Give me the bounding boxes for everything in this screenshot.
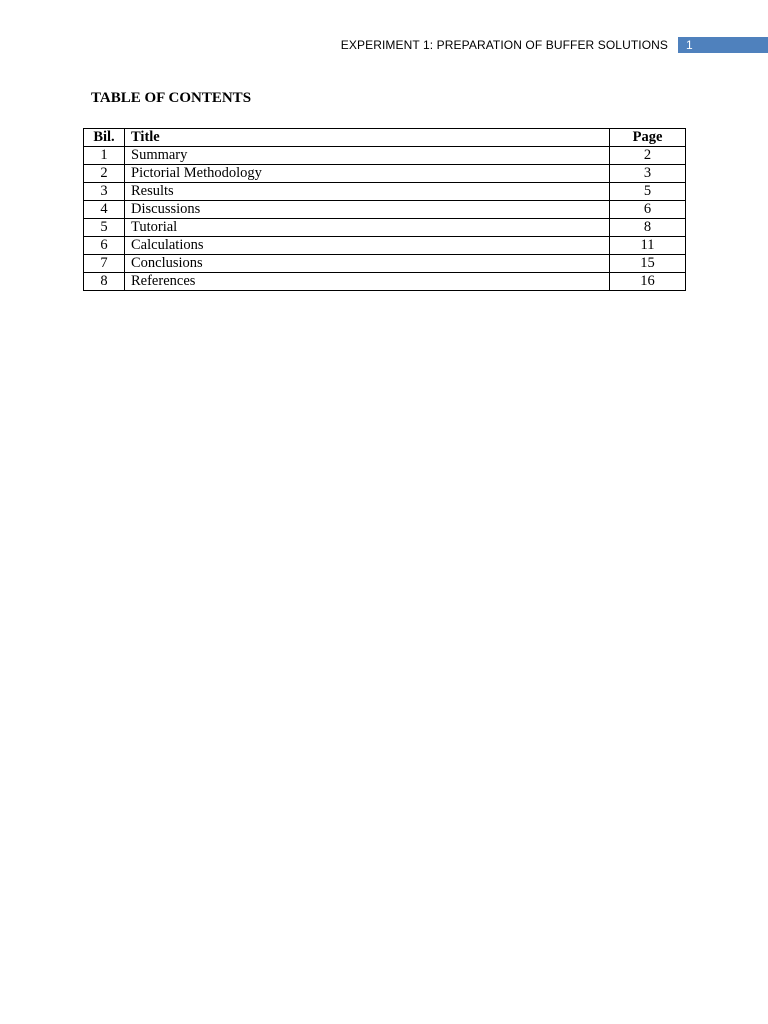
row-bil: 6 — [84, 237, 125, 255]
header-title: EXPERIMENT 1: PREPARATION OF BUFFER SOLUTIONS — [340, 38, 668, 52]
row-bil: 7 — [84, 255, 125, 273]
table-row — [84, 237, 686, 255]
toc-table — [83, 128, 686, 291]
row-page: 3 — [610, 165, 686, 183]
row-title: Results — [125, 183, 610, 201]
toc-header-row — [84, 129, 686, 147]
row-title: Summary — [125, 147, 610, 165]
table-row — [84, 255, 686, 273]
row-page: 6 — [610, 201, 686, 219]
table-row — [84, 201, 686, 219]
toc-heading: TABLE OF CONTENTS — [91, 90, 252, 106]
row-title: References — [125, 273, 610, 291]
row-page: 16 — [610, 273, 686, 291]
column-header-page: Page — [610, 129, 686, 147]
row-bil: 1 — [84, 147, 125, 165]
row-bil: 5 — [84, 219, 125, 237]
table-row — [84, 219, 686, 237]
row-bil: 2 — [84, 165, 125, 183]
header-page-number: 1 — [678, 37, 768, 53]
row-page: 2 — [610, 147, 686, 165]
row-title: Conclusions — [125, 255, 610, 273]
row-title: Pictorial Methodology — [125, 165, 610, 183]
row-page: 5 — [610, 183, 686, 201]
table-row — [84, 165, 686, 183]
table-row — [84, 273, 686, 291]
row-bil: 8 — [84, 273, 125, 291]
table-row — [84, 147, 686, 165]
row-title: Calculations — [125, 237, 610, 255]
row-page: 11 — [610, 237, 686, 255]
column-header-title: Title — [125, 129, 610, 147]
column-header-bil: Bil. — [84, 129, 125, 147]
row-bil: 3 — [84, 183, 125, 201]
row-bil: 4 — [84, 201, 125, 219]
row-page: 15 — [610, 255, 686, 273]
row-page: 8 — [610, 219, 686, 237]
row-title: Discussions — [125, 201, 610, 219]
table-row — [84, 183, 686, 201]
row-title: Tutorial — [125, 219, 610, 237]
